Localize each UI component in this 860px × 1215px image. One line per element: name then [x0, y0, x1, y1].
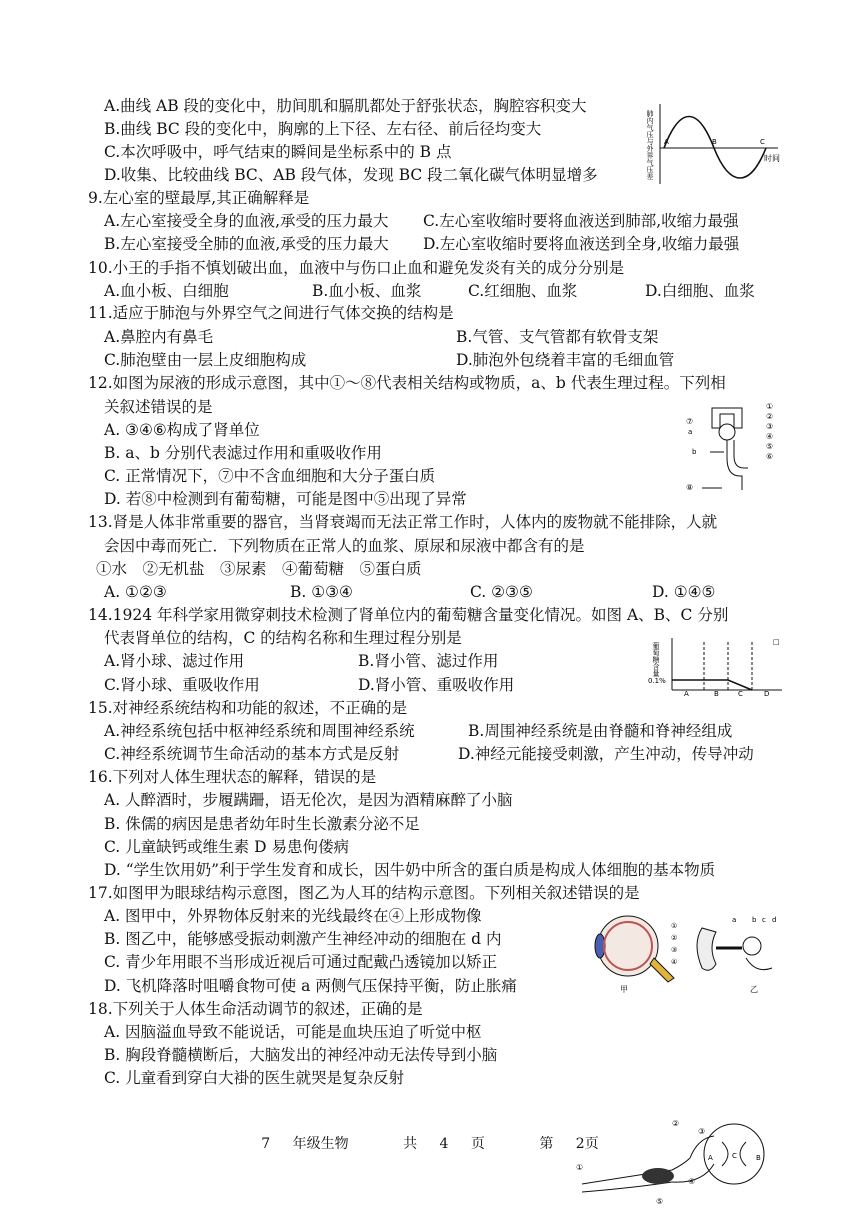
footer-subject: 7 年级生物	[261, 1136, 349, 1152]
q9-stem: 9.左心室的壁最厚,其正确解释是	[88, 189, 310, 207]
q13-option-a: A. ①②③	[104, 583, 167, 601]
svg-text:0.1%: 0.1%	[648, 677, 666, 685]
svg-text:⑦: ⑦	[686, 417, 694, 426]
q11-option-b: B.气管、支气管都有软骨支架	[456, 328, 659, 346]
q11-option-c: C.肺泡壁由一层上皮细胞构成	[104, 351, 307, 369]
q12-stem-line1: 12.如图为尿液的形成示意图，其中①～⑧代表相关结构或物质，a、b 代表生理过程。下列相	[88, 374, 726, 392]
q16-option-c: C. 儿童缺钙或维生素 D 易患佝偻病	[104, 838, 349, 856]
svg-text:③: ③	[671, 946, 678, 954]
q8-option-a: A.曲线 AB 段的变化中，肋间肌和膈肌都处于舒张状态，胸腔容积变大	[104, 97, 587, 115]
q14-option-d: D.肾小管、重吸收作用	[358, 676, 515, 694]
q18-option-c: C. 儿童看到穿白大褂的医生就哭是复杂反射	[104, 1069, 405, 1087]
q18-option-b: B. 胸段脊髓横断后，大脑发出的神经冲动无法传导到小脑	[104, 1046, 498, 1064]
q16-option-d: D. “学生饮用奶”利于学生发育和成长，因牛奶中所含的蛋白质是构成人体细胞的基本物质	[104, 861, 716, 879]
svg-text:D: D	[764, 690, 770, 696]
q16-option-a: A. 人醉酒时，步履蹒跚，语无伦次，是因为酒精麻醉了小脑	[104, 791, 513, 809]
q18-reflex-arc-figure	[572, 1114, 788, 1214]
q12-option-a: A. ③④⑥构成了肾单位	[104, 421, 260, 439]
q10-option-c: C.红细胞、血浆	[468, 282, 578, 300]
q17-fig-jia: 甲	[620, 985, 628, 994]
q17-fig-yi: 乙	[750, 985, 758, 994]
svg-text:c: c	[762, 916, 766, 924]
svg-text:⑥: ⑥	[766, 452, 774, 461]
q8-pressure-figure	[646, 96, 784, 188]
q8-fig-point-a: A	[664, 138, 669, 146]
svg-text:④: ④	[671, 958, 678, 966]
q13-option-c: C. ②③⑤	[470, 583, 533, 601]
q13-option-b: B. ①③④	[290, 583, 353, 601]
q8-fig-ylabel: 肺内气压与外界气压差	[646, 110, 654, 180]
q10-option-a: A.血小板、白细胞	[104, 282, 229, 300]
q11-option-a: A.鼻腔内有鼻毛	[104, 328, 214, 346]
q16-stem: 16.下列对人体生理状态的解释，错误的是	[88, 768, 377, 786]
q13-items: ①水 ②无机盐 ③尿素 ④葡萄糖 ⑤蛋白质	[96, 560, 422, 578]
q17-stem: 17.如图甲为眼球结构示意图，图乙为人耳的结构示意图。下列相关叙述错误的是	[88, 884, 640, 902]
footer-page-number: 第 2页	[539, 1136, 599, 1152]
q8-fig-point-b: B	[712, 138, 717, 146]
q9-option-d: D.左心室收缩时要将血液送到全身,收缩力最强	[423, 235, 740, 253]
svg-text:葡萄糖含量: 葡萄糖含量	[652, 642, 660, 677]
q11-stem: 11.适应于肺泡与外界空气之间进行气体交换的结构是	[88, 304, 454, 322]
svg-text:a: a	[732, 916, 737, 924]
svg-text:②: ②	[672, 1119, 680, 1128]
q16-option-b: B. 侏儒的病因是患者幼年时生长激素分泌不足	[104, 815, 420, 833]
svg-text:d: d	[772, 916, 777, 924]
svg-text:⑤: ⑤	[656, 1197, 664, 1206]
q15-option-b: B.周围神经系统是由脊髓和脊神经组成	[468, 722, 733, 740]
q15-option-c: C.神经系统调节生命活动的基本方式是反射	[104, 745, 400, 763]
q8-option-b: B.曲线 BC 段的变化中，胸廓的上下径、左右径、前后径均变大	[104, 120, 542, 138]
q12-option-d: D. 若⑧中检测到有葡萄糖，可能是图中⑤出现了异常	[104, 490, 467, 508]
q14-glucose-figure	[648, 634, 786, 696]
svg-text:B: B	[756, 1154, 761, 1162]
q15-option-a: A.神经系统包括中枢神经系统和周围神经系统	[104, 722, 415, 740]
q12-nephron-figure	[682, 398, 784, 498]
svg-text:⑤: ⑤	[766, 442, 774, 451]
q10-stem: 10.小王的手指不慎划破出血，血液中与伤口止血和避免发炎有关的成分分别是	[88, 259, 625, 277]
q14-option-c: C.肾小球、重吸收作用	[104, 676, 260, 694]
svg-text:①: ①	[766, 402, 774, 411]
svg-text:a: a	[688, 428, 693, 436]
q12-option-b: B. a、b 分别代表滤过作用和重吸收作用	[104, 444, 382, 462]
svg-text:③: ③	[766, 422, 774, 431]
q14-option-b: B.肾小管、滤过作用	[358, 652, 499, 670]
q17-option-c: C. 青少年用眼不当形成近视后可通过配戴凸透镜加以矫正	[104, 953, 498, 971]
q8-fig-xlabel: 时间	[764, 154, 780, 163]
svg-text:①: ①	[576, 1163, 584, 1172]
svg-text:④: ④	[766, 432, 774, 441]
svg-text:⑧: ⑧	[686, 483, 694, 492]
svg-text:b: b	[752, 916, 757, 924]
q14-option-a: A.肾小球、滤过作用	[104, 652, 245, 670]
q10-option-b: B.血小板、血浆	[312, 282, 422, 300]
q11-option-d: D.肺泡外包绕着丰富的毛细血管	[456, 351, 675, 369]
footer-total-pages: 共 4 页	[403, 1136, 485, 1152]
q14-stem-line1: 14.1924 年科学家用微穿刺技术检测了肾单位内的葡萄糖含量变化情况。如图 A、B、C 分别	[88, 606, 729, 624]
svg-text:④: ④	[688, 1177, 696, 1186]
q12-stem-line2: 关叙述错误的是	[104, 398, 213, 416]
q8-option-c: C.本次呼吸中，呼气结束的瞬间是坐标系中的 B 点	[104, 143, 452, 161]
svg-text:A: A	[684, 690, 689, 696]
svg-text:③: ③	[698, 1127, 706, 1136]
q9-option-a: A.左心室接受全身的血液,承受的压力最大	[104, 212, 389, 230]
svg-text:C: C	[732, 1152, 737, 1160]
svg-text:①: ①	[671, 922, 678, 930]
svg-text:A: A	[708, 1154, 713, 1162]
svg-text:b: b	[692, 448, 697, 456]
svg-text:□: □	[773, 638, 780, 646]
q12-option-c: C. 正常情况下，⑦中不含血细胞和大分子蛋白质	[104, 467, 436, 485]
q17-option-d: D. 飞机降落时咀嚼食物可使 a 两侧气压保持平衡，防止胀痛	[104, 977, 517, 995]
svg-text:②: ②	[766, 412, 774, 421]
q8-option-d: D.收集、比较曲线 BC、AB 段气体，发现 BC 段二氧化碳气体明显增多	[104, 166, 598, 184]
q9-option-c: C.左心室收缩时要将血液送到肺部,收缩力最强	[423, 212, 739, 230]
q13-stem-line2: 会因中毒而死亡．下列物质在正常人的血浆、原尿和尿液中都含有的是	[104, 537, 585, 555]
q13-option-d: D. ①④⑤	[652, 583, 716, 601]
q8-fig-point-c: C	[760, 138, 765, 146]
q18-stem: 18.下列关于人体生命活动调节的叙述，正确的是	[88, 1000, 423, 1018]
q13-stem-line1: 13.肾是人体非常重要的器官，当肾衰竭而无法正常工作时，人体内的废物就不能排除，人就	[88, 513, 718, 531]
q17-option-a: A. 图甲中，外界物体反射来的光线最终在④上形成物像	[104, 907, 482, 925]
q14-stem-line2: 代表肾单位的结构，C 的结构名称和生理过程分别是	[104, 629, 462, 647]
svg-text:C: C	[738, 690, 743, 696]
q17-eye-ear-figure	[576, 908, 788, 994]
q18-option-a: A. 因脑溢血导致不能说话，可能是血块压迫了听觉中枢	[104, 1023, 482, 1041]
q17-option-b: B. 图乙中，能够感受振动刺激产生神经冲动的细胞在 d 内	[104, 930, 502, 948]
svg-text:B: B	[714, 690, 719, 696]
q10-option-d: D.白细胞、血浆	[645, 282, 755, 300]
svg-text:②: ②	[671, 934, 678, 942]
q9-option-b: B.左心室接受全肺的血液,承受的压力最大	[104, 235, 389, 253]
q15-option-d: D.神经元能接受刺激，产生冲动，传导冲动	[458, 745, 754, 763]
q15-stem: 15.对神经系统结构和功能的叙述，不正确的是	[88, 699, 408, 717]
